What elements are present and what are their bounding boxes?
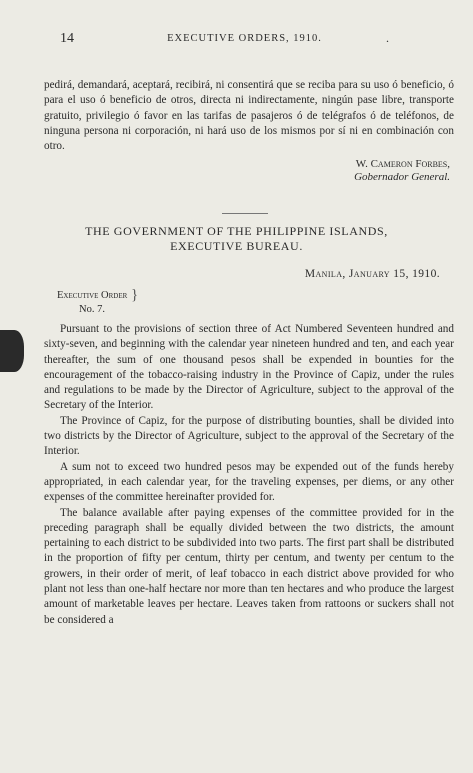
government-line-1: THE GOVERNMENT OF THE PHILIPPINE ISLANDS, bbox=[85, 224, 388, 238]
order-body bbox=[44, 322, 454, 628]
signature-block bbox=[280, 158, 450, 183]
running-head: EXECUTIVE ORDERS, 1910. bbox=[167, 33, 322, 44]
signature-name: W. Cameron Forbes, bbox=[355, 158, 450, 170]
ink-blot bbox=[0, 330, 24, 372]
brace-mark: } bbox=[131, 287, 139, 303]
page-number: 14 bbox=[60, 31, 74, 46]
section-rule bbox=[222, 213, 268, 214]
government-heading bbox=[40, 224, 433, 254]
spanish-paragraph bbox=[44, 78, 454, 154]
dateline bbox=[305, 268, 440, 280]
executive-order-label bbox=[57, 290, 127, 315]
paragraph-text: pedirá, demandará, aceptará, recibirá, ni consentirá que se reciba para su uso ó beneficio, ó para el uso ó beneficio de otros, directa ni indirectamente, ningún pase libre, transporte gratuito, privilegio ó favor en las tarifas de pasajeros ó de telégrafos ó de teléfonos, de ninguna persona ni corporación, ni hará uso de los mismos por sí ni en combinación con otro. bbox=[44, 79, 454, 153]
government-line-2: EXECUTIVE BUREAU. bbox=[170, 239, 303, 253]
body-paragraph-4: The balance available after paying expenses of the committee provided for in the preceding paragraph shall be equally divided between the two districts, the amount pertaining to each district to be subdivided into two parts. The first part shall be distributed in the proportion of fifty per centum, thirty per centum, and twenty per centum to the growers, in their order of merit, of leaf tobacco in each district above provided for who plant not less than one-half hectare nor more than ten hectares and who produce the largest amount of marketable leaves per hectare. Leaves taken from rattoons or suckers shall not be considered a bbox=[44, 506, 454, 626]
order-label: Executive Order bbox=[57, 290, 128, 301]
body-paragraph-2: The Province of Capiz, for the purpose of distributing bounties, shall be divided into two districts by the Director of Agriculture, subject to the approval of the Secretary of the Interior. bbox=[44, 414, 454, 458]
dateline-text: Manila, January 15, 1910. bbox=[304, 268, 440, 280]
order-number: No. 7. bbox=[79, 304, 105, 315]
page-header bbox=[60, 31, 429, 47]
body-paragraph-3: A sum not to exceed two hundred pesos may be expended out of the funds hereby appropriated, in each calendar year, for the traveling expenses, per diems, or any other expenses of the committee hereinafter provided for. bbox=[44, 460, 454, 504]
signature-title: Gobernador General. bbox=[354, 171, 450, 183]
header-mark: . bbox=[386, 31, 389, 45]
body-paragraph-1: Pursuant to the provisions of section three of Act Numbered Seventeen hundred and sixty-seven, and beginning with the calendar year nineteen hundred and ten, and each year thereafter, the sum of one thousand pesos shall be expended in bounties for the encouragement of the tobacco-raising industry in the Province of Capiz, under the rules and regulations to be made by the Director of Agriculture, subject to the approval of the Secretary of the Interior. bbox=[44, 323, 454, 412]
